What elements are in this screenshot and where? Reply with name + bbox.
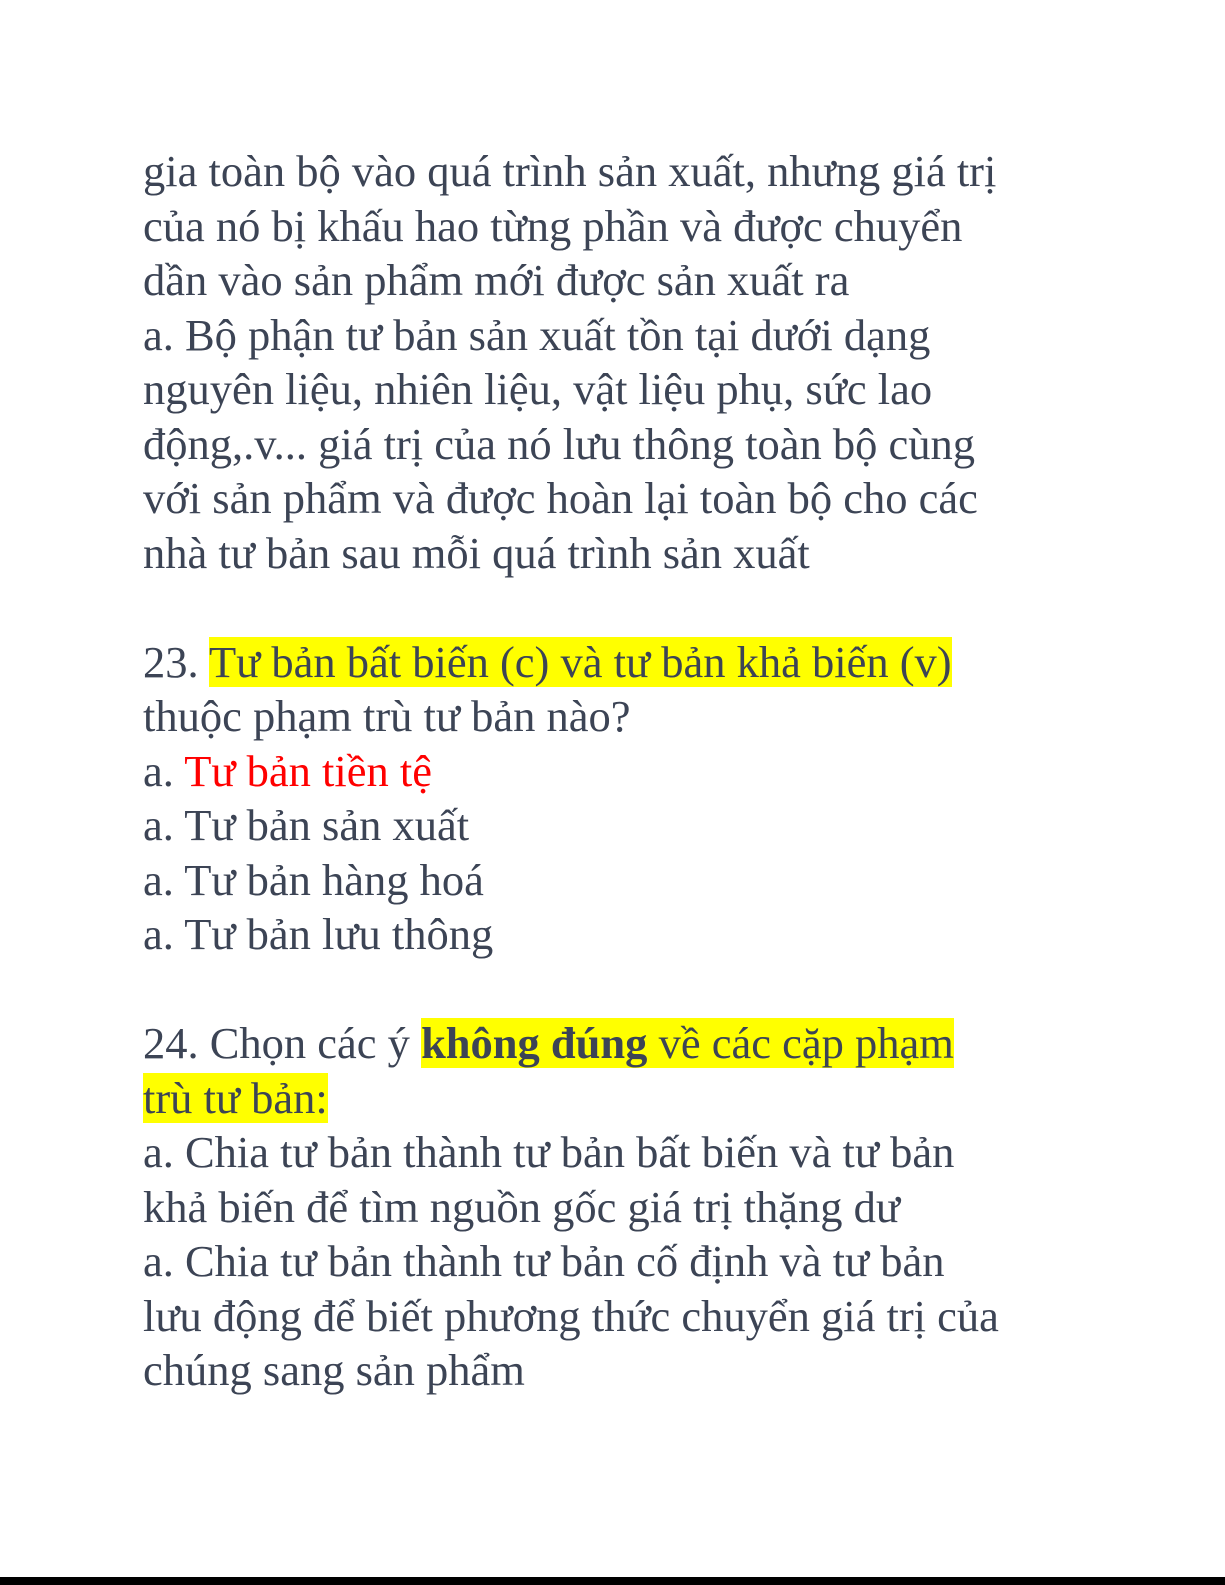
continuation-block <box>143 144 1103 580</box>
question-number: 24. Chọn các ý <box>143 1018 422 1068</box>
answer-prefix: a. <box>143 745 185 796</box>
text-line: nguyên liệu, nhiên liệu, vật liệu phụ, sức lao <box>143 364 933 414</box>
answer-option: a. Tư bản hàng hoá <box>143 854 484 905</box>
question-24 <box>143 1016 1103 1398</box>
question-number: 23. <box>143 636 209 687</box>
text-line: động,.v... giá trị của nó lưu thông toàn bộ cùng <box>143 418 975 469</box>
text-line: a. Bộ phận tư bản sản xuất tồn tại dưới dạng <box>143 309 931 360</box>
correct-answer-text: Tư bản tiền tệ <box>184 745 432 796</box>
paragraph-gap <box>143 580 1103 635</box>
answer-line: a. Chia tư bản thành tư bản bất biến và tư bản <box>143 1127 955 1177</box>
text-line: nhà tư bản sau mỗi quá trình sản xuất <box>143 527 810 578</box>
answer-line: lưu động để biết phương thức chuyển giá trị của <box>143 1290 999 1341</box>
answer-line: a. Chia tư bản thành tư bản cố định và tư bản <box>143 1236 945 1286</box>
question-text: về các cặp phạm <box>647 1018 954 1068</box>
question-24-line-2 <box>143 1071 1103 1126</box>
paragraph-gap <box>143 962 1103 1017</box>
question-24-line-1 <box>143 1016 1103 1071</box>
text-line: dần vào sản phẩm mới được sản xuất ra <box>143 255 850 305</box>
highlighted-question-text: Tư bản bất biến (c) và tư bản khả biến (v) <box>208 636 952 687</box>
answer-line: chúng sang sản phẩm <box>143 1345 525 1395</box>
answer-option: a. Tư bản sản xuất <box>143 800 470 850</box>
highlighted-question-text <box>421 1018 954 1068</box>
answer-line: khả biến để tìm nguồn gốc giá trị thặng dư <box>143 1181 900 1232</box>
document-page <box>143 144 1103 1398</box>
bold-emphasis: không đúng <box>421 1018 648 1068</box>
correct-answer <box>143 744 1103 799</box>
text-line: gia toàn bộ vào quá trình sản xuất, nhưng giá trị <box>143 146 997 196</box>
question-23-line-2: thuộc phạm trù tư bản nào? <box>143 691 631 741</box>
highlighted-question-text: trù tư bản: <box>143 1072 328 1123</box>
question-23-line-1 <box>143 635 1103 690</box>
text-line: của nó bị khấu hao từng phần và được chuyển <box>143 200 963 251</box>
question-23 <box>143 635 1103 962</box>
text-line: với sản phẩm và được hoàn lại toàn bộ cho các <box>143 473 978 523</box>
page-bottom-border <box>0 1577 1225 1585</box>
answer-option: a. Tư bản lưu thông <box>143 909 494 959</box>
